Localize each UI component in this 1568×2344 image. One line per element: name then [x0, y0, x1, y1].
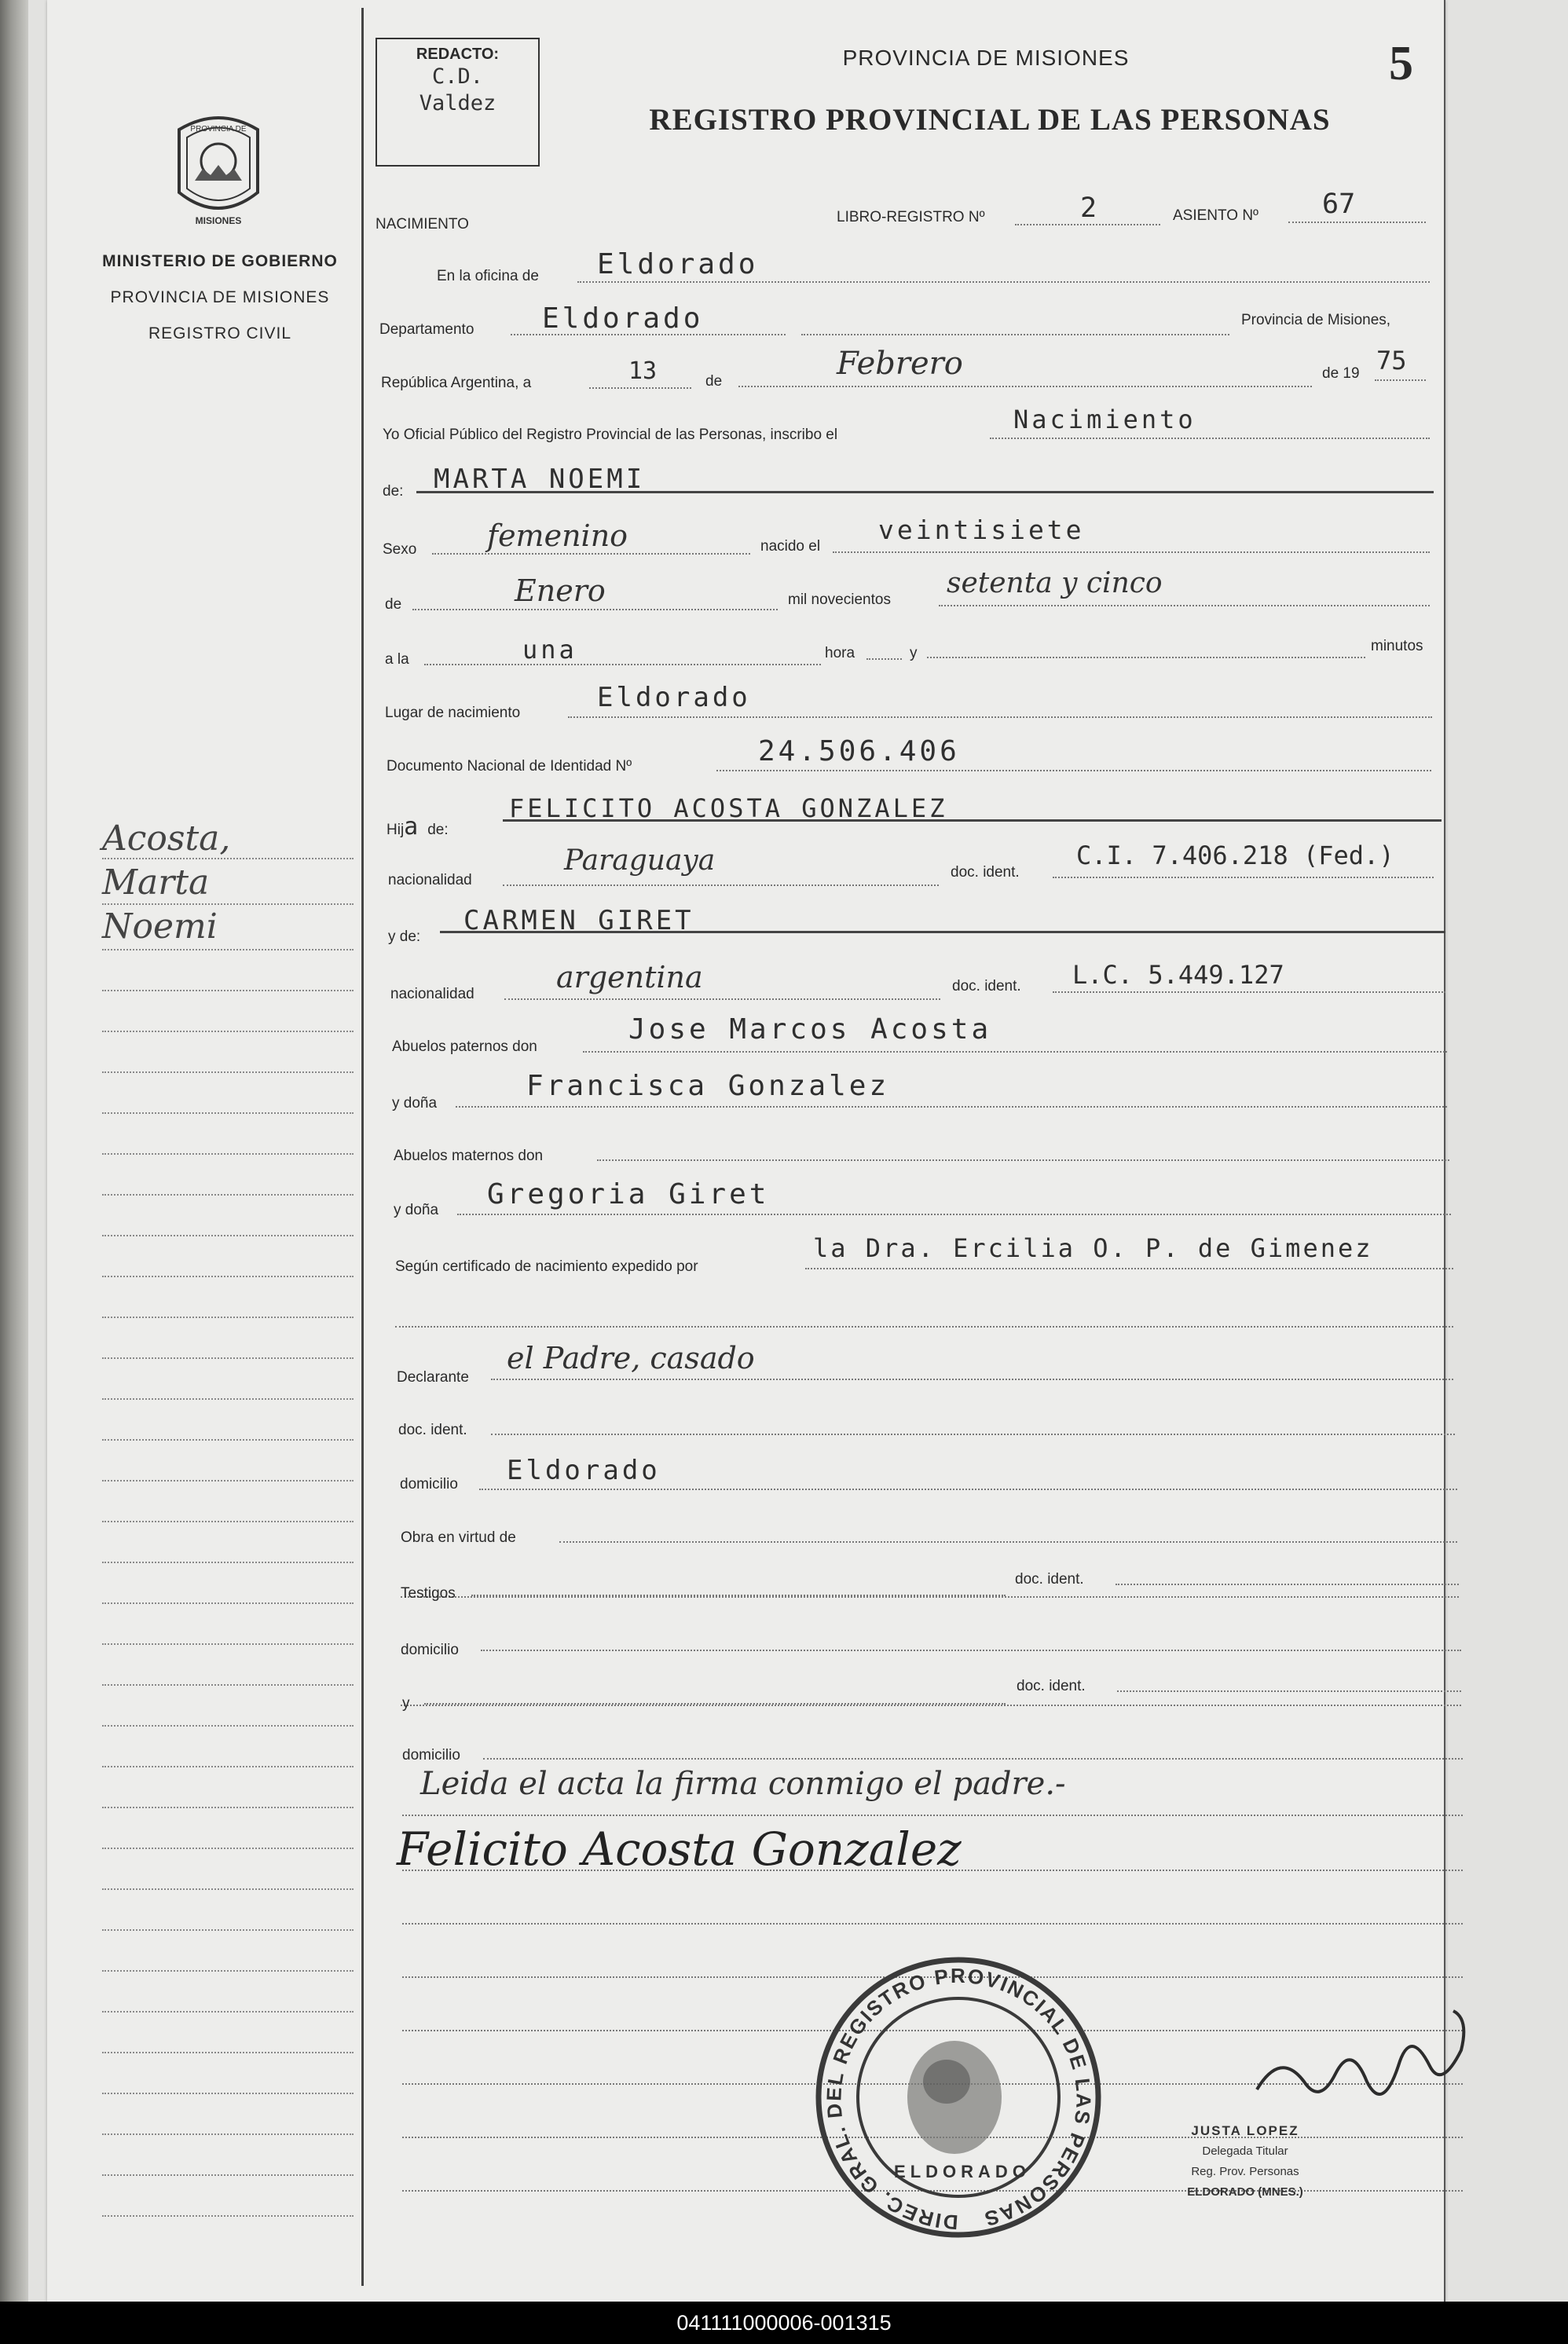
madre-nac-label: nacionalidad	[390, 986, 474, 1002]
closing-statement: Leida el acta la firma conmigo el padre.-	[420, 1766, 1066, 1802]
testigo2-doc-line	[1117, 1690, 1461, 1692]
declarante-line	[491, 1379, 1453, 1380]
padre-nac-line	[503, 884, 939, 886]
seal-text-bottom: MISIONES	[195, 215, 242, 226]
margin-line-1: Acosta,	[102, 819, 231, 859]
margin-line	[102, 1357, 354, 1359]
madre-doc-label: doc. ident.	[952, 978, 1021, 994]
nacido-anio-value: setenta y cinco	[947, 567, 1163, 599]
margin-line	[102, 1439, 354, 1441]
hora-value: una	[522, 635, 577, 665]
margin-line	[102, 2215, 354, 2217]
ministry-name: MINISTERIO DE GOBIERNO	[102, 252, 338, 270]
libro-line	[1015, 224, 1160, 225]
segun-label: Según certificado de nacimiento expedido por	[395, 1258, 698, 1275]
asiento-label: ASIENTO Nº	[1173, 207, 1258, 224]
margin-line	[102, 1521, 354, 1522]
margin-line	[102, 1071, 354, 1073]
hora-label: hora	[825, 645, 855, 661]
stamp-ring-text: DIREC. GRAL. DEL REGISTRO PROVINCIAL DE LAS PERSONAS	[822, 1963, 1096, 2235]
testigo2-domicilio-label: domicilio	[402, 1747, 460, 1763]
official-stamp-icon	[805, 1948, 1112, 2247]
redacto-initials: C.D.	[431, 64, 484, 89]
domicilio-label: domicilio	[400, 1476, 458, 1492]
declarante-label: Declarante	[397, 1369, 469, 1386]
margin-line	[102, 858, 354, 859]
padre-nac-label: nacionalidad	[388, 872, 472, 888]
declarante-value: el Padre, casado	[507, 1341, 755, 1375]
sexo-line	[432, 553, 750, 555]
departamento-extra-line	[801, 334, 1229, 335]
testigo2-doc-label: doc. ident.	[1017, 1678, 1086, 1694]
province-heading: PROVINCIA DE MISIONES	[842, 46, 1130, 70]
anio-value: 75	[1376, 346, 1407, 375]
margin-line	[102, 2011, 354, 2013]
sexo-value: femenino	[487, 518, 628, 553]
certificado-line-2	[395, 1326, 1453, 1328]
testigo2-line	[424, 1703, 1006, 1705]
margin-line	[102, 1725, 354, 1727]
abuelos-maternos-label: Abuelos maternos don	[394, 1148, 544, 1164]
padre-doc-label: doc. ident.	[951, 864, 1020, 881]
mes-line	[738, 386, 1312, 387]
obra-line	[559, 1541, 1457, 1543]
margin-line	[102, 1970, 354, 1972]
de-19-label: de 19	[1322, 365, 1360, 382]
republica-label: República Argentina, a	[381, 375, 532, 391]
hij-suffix: a	[404, 813, 419, 841]
margin-line	[102, 1848, 354, 1849]
abuelo-pat-value: Jose Marcos Acosta	[628, 1013, 992, 1046]
provincia-label: Provincia de Misiones,	[1241, 312, 1391, 328]
lugar-label: Lugar de nacimiento	[385, 705, 521, 721]
ministry-province: PROVINCIA DE MISIONES	[110, 288, 330, 306]
nombre-value: MARTA NOEMI	[434, 463, 646, 495]
certificado-line	[805, 1268, 1453, 1269]
dia-value: 13	[628, 357, 658, 385]
margin-line	[102, 1929, 354, 1931]
ministry-registry: REGISTRO CIVIL	[148, 324, 292, 342]
stamp-bottom-text: ELDORADO	[894, 2162, 1031, 2181]
margin-line	[102, 1562, 354, 1563]
anio-line	[1375, 379, 1426, 381]
official-office: Reg. Prov. Personas	[1191, 2165, 1299, 2178]
dni-label: Documento Nacional de Identidad Nº	[387, 758, 632, 775]
testigos-doc-line	[1116, 1584, 1459, 1585]
redacto-name: Valdez	[419, 91, 496, 115]
lugar-value: Eldorado	[597, 682, 751, 713]
hora-extra-line	[866, 658, 902, 660]
margin-line	[102, 1276, 354, 1277]
margin-line-2: Marta	[102, 863, 210, 903]
domicilio-value: Eldorado	[507, 1455, 661, 1486]
nacido-anio-line	[939, 605, 1430, 606]
margin-line	[102, 2133, 354, 2135]
testigos-line	[471, 1595, 1006, 1596]
ministry-block	[71, 244, 369, 352]
margin-line	[102, 990, 354, 991]
yo-oficial-label: Yo Oficial Público del Registro Provincial de las Personas, inscribo el	[383, 427, 838, 443]
madre-doc-value: L.C. 5.449.127	[1072, 960, 1284, 990]
dni-value: 24.506.406	[758, 735, 960, 767]
margin-line	[102, 903, 354, 905]
nacido-el-label: nacido el	[760, 538, 821, 555]
nacido-mes-line	[412, 609, 778, 610]
margin-line	[102, 1194, 354, 1196]
madre-nac-value: argentina	[556, 960, 703, 994]
madre-nac-line	[504, 998, 940, 1000]
extra-line-a	[401, 1705, 1461, 1706]
nacido-mes-value: Enero	[515, 573, 606, 608]
dia-line	[589, 387, 691, 389]
margin-line	[102, 1112, 354, 1114]
a-la-label: a la	[385, 651, 409, 668]
oficina-label: En la oficina de	[437, 268, 539, 284]
declarante-doc-line	[491, 1434, 1455, 1435]
redacto-box	[376, 38, 540, 167]
margin-line	[102, 2052, 354, 2053]
abuela-pat-line	[456, 1106, 1447, 1108]
hij-de: de:	[427, 822, 449, 838]
libro-label: LIBRO-REGISTRO Nº	[837, 209, 985, 225]
abuelo-pat-line	[583, 1051, 1447, 1053]
hij-prefix: Hij	[387, 822, 405, 838]
minutos-label: minutos	[1371, 638, 1423, 654]
padre-doc-value: C.I. 7.406.218 (Fed.)	[1076, 841, 1394, 870]
abuela-mat-value: Gregoria Giret	[487, 1178, 770, 1210]
obra-label: Obra en virtud de	[401, 1529, 516, 1546]
testigos-domicilio-label: domicilio	[401, 1642, 459, 1658]
departamento-value: Eldorado	[542, 302, 704, 335]
abuela-pat-label: y doña	[392, 1095, 438, 1112]
book-binding	[0, 0, 28, 2302]
sexo-label: Sexo	[383, 541, 417, 558]
official-signature-block	[1123, 2121, 1367, 2203]
y-label: y	[910, 645, 918, 661]
document-id-footer: 041111000006-001315	[676, 2311, 892, 2335]
margin-line	[102, 2093, 354, 2094]
margin-line-3: Noemi	[102, 906, 218, 947]
margin-line	[102, 1153, 354, 1155]
margin-line	[102, 1766, 354, 1767]
testigos-domicilio-line	[481, 1650, 1461, 1651]
margin-annotation	[102, 817, 230, 949]
madre-value: CARMEN GIRET	[463, 905, 694, 936]
padre-nac-value: Paraguaya	[564, 844, 716, 877]
padre-doc-line	[1053, 877, 1434, 878]
y-testigo-label: y	[402, 1695, 410, 1712]
margin-line	[102, 1031, 354, 1032]
abuela-pat-value: Francisca Gonzalez	[526, 1070, 890, 1102]
abuela-mat-line	[457, 1214, 1451, 1215]
abuelo-mat-line	[597, 1159, 1449, 1161]
registry-title: REGISTRO PROVINCIAL DE LAS PERSONAS	[649, 103, 1331, 137]
testigos-label: Testigos	[401, 1585, 456, 1602]
hora-line	[424, 664, 821, 665]
margin-line	[102, 1684, 354, 1686]
padre-value: FELICITO ACOSTA GONZALEZ	[509, 793, 948, 823]
madre-doc-line	[1053, 991, 1445, 993]
sheet-edge	[1444, 0, 1445, 2302]
mes-value: Febrero	[837, 346, 963, 382]
sign-line-1	[402, 1870, 1463, 1871]
testigos-doc-label: doc. ident.	[1015, 1571, 1084, 1588]
libro-value: 2	[1080, 192, 1097, 224]
dni-line	[716, 770, 1431, 771]
margin-line	[102, 1317, 354, 1318]
margin-line	[102, 1235, 354, 1236]
sign-line-2	[402, 1923, 1463, 1925]
nacido-dia-line	[833, 551, 1430, 553]
margin-line	[102, 1398, 354, 1400]
nacido-dia-value: veintisiete	[878, 515, 1085, 545]
minutos-line	[927, 657, 1365, 658]
margin-line	[102, 949, 354, 950]
official-role: Delegada Titular	[1202, 2144, 1288, 2158]
father-signature: Felicito Acosta Gonzalez	[397, 1822, 962, 1876]
acto-line	[990, 438, 1430, 439]
margin-line	[102, 1480, 354, 1481]
mil-novecientos-label: mil novecientos	[788, 591, 891, 608]
de-colon-label: de:	[383, 483, 404, 500]
hij-label	[387, 813, 449, 841]
closing-line	[402, 1815, 1463, 1816]
margin-line	[102, 1888, 354, 1890]
lugar-line	[568, 716, 1432, 718]
redacto-label: REDACTO:	[416, 46, 500, 63]
asiento-line	[1288, 222, 1426, 223]
testigo2-domicilio-line	[483, 1758, 1463, 1760]
declarante-doc-label: doc. ident.	[398, 1422, 467, 1438]
de-mes-label: de	[385, 596, 402, 613]
asiento-value: 67	[1322, 189, 1356, 220]
official-name: JUSTA LOPEZ	[1191, 2123, 1299, 2138]
de-label: de	[705, 373, 723, 390]
margin-line	[102, 1602, 354, 1604]
seal-text-top: PROVINCIA DE	[190, 125, 247, 134]
departamento-label: Departamento	[379, 321, 474, 338]
margin-line	[102, 1807, 354, 1808]
abuela-mat-label: y doña	[394, 1202, 439, 1218]
domicilio-line	[479, 1489, 1457, 1490]
official-signature-icon	[1249, 1995, 1469, 2121]
folio-number: 5	[1389, 37, 1413, 90]
margin-line	[102, 1643, 354, 1645]
province-seal-icon	[163, 106, 273, 232]
abuelos-paternos-label: Abuelos paternos don	[392, 1038, 537, 1055]
oficina-line	[577, 281, 1430, 283]
obra-line-2	[401, 1596, 1459, 1598]
acto-value: Nacimiento	[1013, 405, 1196, 434]
y-de-label: y de:	[388, 928, 421, 945]
oficina-value: Eldorado	[597, 248, 759, 280]
nacimiento-label: NACIMIENTO	[376, 216, 469, 233]
margin-line	[102, 2174, 354, 2176]
certificado-value: la Dra. Ercilia O. P. de Gimenez	[813, 1233, 1373, 1263]
official-city: ELDORADO (MNES.)	[1187, 2185, 1303, 2199]
